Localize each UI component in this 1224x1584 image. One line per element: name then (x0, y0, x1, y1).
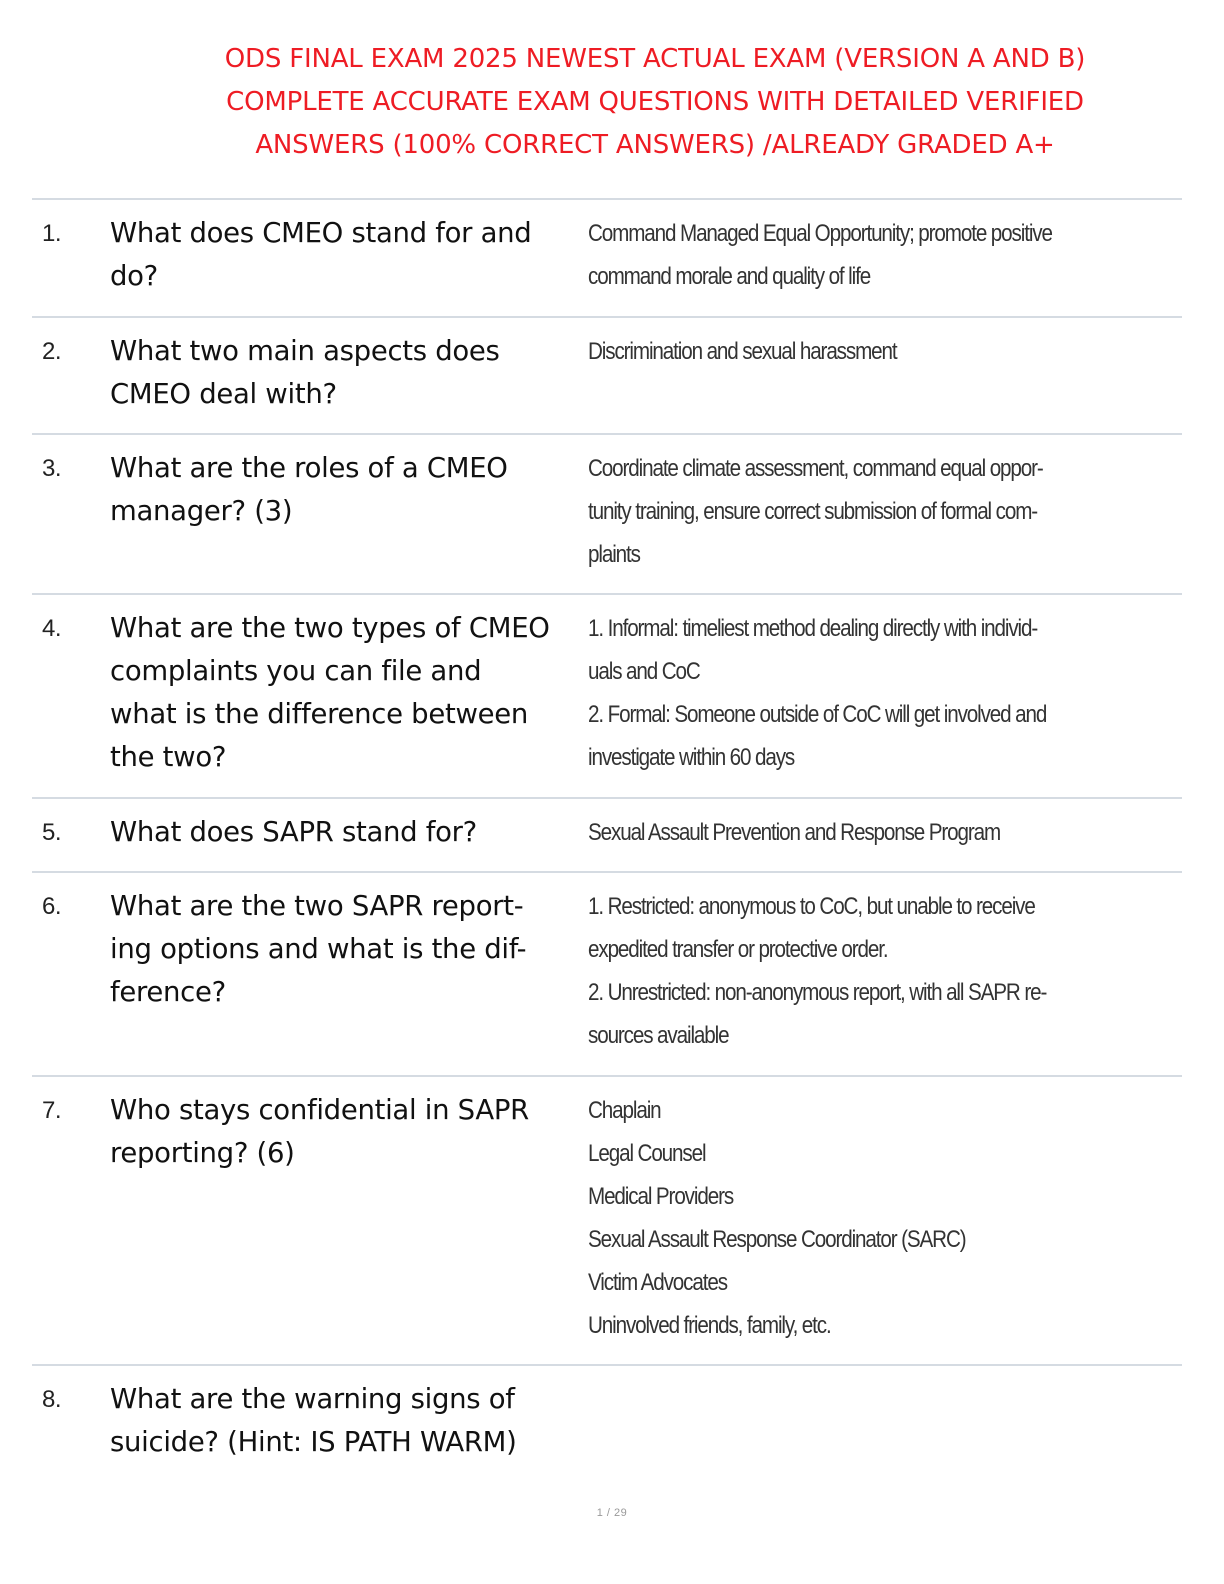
question-line: What are the two SAPR report- (110, 890, 524, 922)
question-line: What are the roles of a CMEO (110, 452, 508, 484)
document-title (120, 38, 1190, 167)
answer-line: Medical Providers (588, 1183, 734, 1210)
question-number: 5. (42, 819, 62, 846)
answer-line: investigate within 60 days (588, 744, 795, 771)
question-line: What two main aspects does (110, 335, 500, 367)
question-line: manager? (3) (110, 495, 293, 527)
answer-line: expedited transfer or protective order. (588, 936, 888, 963)
question-line: CMEO deal with? (110, 378, 337, 410)
answer-line: plaints (588, 541, 640, 568)
question-number: 1. (42, 220, 62, 247)
title-line-3: ANSWERS (100% CORRECT ANSWERS) /ALREADY GRADED A+ (255, 130, 1055, 160)
question-text (110, 212, 586, 298)
question-line: ing options and what is the dif- (110, 933, 527, 965)
title-line-2: COMPLETE ACCURATE EXAM QUESTIONS WITH DETAILED VERIFIED (226, 87, 1084, 117)
answer-line: Chaplain (588, 1097, 661, 1124)
title-line-1: ODS FINAL EXAM 2025 NEWEST ACTUAL EXAM (VERSION A AND B) (224, 44, 1086, 74)
answer-line: 1. Restricted: anonymous to CoC, but unable to receive (588, 893, 1035, 920)
question-line: suicide? (Hint: IS PATH WARM) (110, 1426, 517, 1458)
question-line: What does CMEO stand for and (110, 217, 532, 249)
qa-row-2 (32, 316, 1182, 433)
question-number: 8. (42, 1386, 62, 1413)
answer-line: Victim Advocates (588, 1269, 727, 1296)
answer-text (588, 885, 1184, 1057)
question-text (110, 1378, 586, 1464)
qa-list (32, 198, 1182, 1484)
question-number: 4. (42, 615, 62, 642)
question-line: what is the difference between (110, 698, 529, 730)
question-text (110, 811, 586, 854)
question-line: complaints you can file and (110, 655, 482, 687)
answer-line: Legal Counsel (588, 1140, 706, 1167)
qa-row-1 (32, 198, 1182, 316)
qa-row-5 (32, 797, 1182, 871)
question-line: do? (110, 260, 158, 292)
answer-line: 1. Informal: timeliest method dealing directly with individ- (588, 615, 1038, 642)
question-line: ference? (110, 976, 226, 1008)
question-line: What are the warning signs of (110, 1383, 515, 1415)
answer-line: command morale and quality of life (588, 263, 871, 290)
answer-line: sources available (588, 1022, 729, 1049)
answer-text (588, 1089, 1184, 1347)
answer-line: Sexual Assault Response Coordinator (SARC) (588, 1226, 966, 1253)
question-line: What does SAPR stand for? (110, 816, 477, 848)
answer-line: 2. Formal: Someone outside of CoC will get involved and (588, 701, 1047, 728)
answer-line: Discrimination and sexual harassment (588, 338, 897, 365)
qa-row-8 (32, 1364, 1182, 1484)
answer-text (588, 330, 1184, 373)
answer-text (588, 607, 1184, 779)
answer-line: Sexual Assault Prevention and Response Program (588, 819, 1001, 846)
answer-line: Command Managed Equal Opportunity; promote positive (588, 220, 1052, 247)
question-line: What are the two types of CMEO (110, 612, 550, 644)
qa-row-4 (32, 593, 1182, 797)
question-text (110, 607, 586, 779)
answer-text (588, 212, 1184, 298)
answer-line: uals and CoC (588, 658, 700, 685)
question-line: reporting? (6) (110, 1137, 295, 1169)
question-text (110, 330, 586, 416)
question-number: 3. (42, 455, 62, 482)
qa-row-6 (32, 871, 1182, 1075)
answer-line: Uninvolved friends, family, etc. (588, 1312, 831, 1339)
answer-line: tunity training, ensure correct submission of formal com- (588, 498, 1038, 525)
question-number: 2. (42, 338, 62, 365)
answer-text (588, 811, 1184, 854)
qa-row-3 (32, 433, 1182, 593)
answer-line: Coordinate climate assessment, command equal oppor- (588, 455, 1043, 482)
question-number: 7. (42, 1097, 62, 1124)
question-text (110, 885, 586, 1014)
page-indicator: 1 / 29 (596, 1507, 628, 1519)
question-text (110, 447, 586, 533)
question-number: 6. (42, 893, 62, 920)
answer-text (588, 447, 1184, 576)
qa-row-7 (32, 1075, 1182, 1364)
question-line: the two? (110, 741, 227, 773)
question-line: Who stays confidential in SAPR (110, 1094, 529, 1126)
answer-line: 2. Unrestricted: non-anonymous report, with all SAPR re- (588, 979, 1047, 1006)
question-text (110, 1089, 586, 1175)
